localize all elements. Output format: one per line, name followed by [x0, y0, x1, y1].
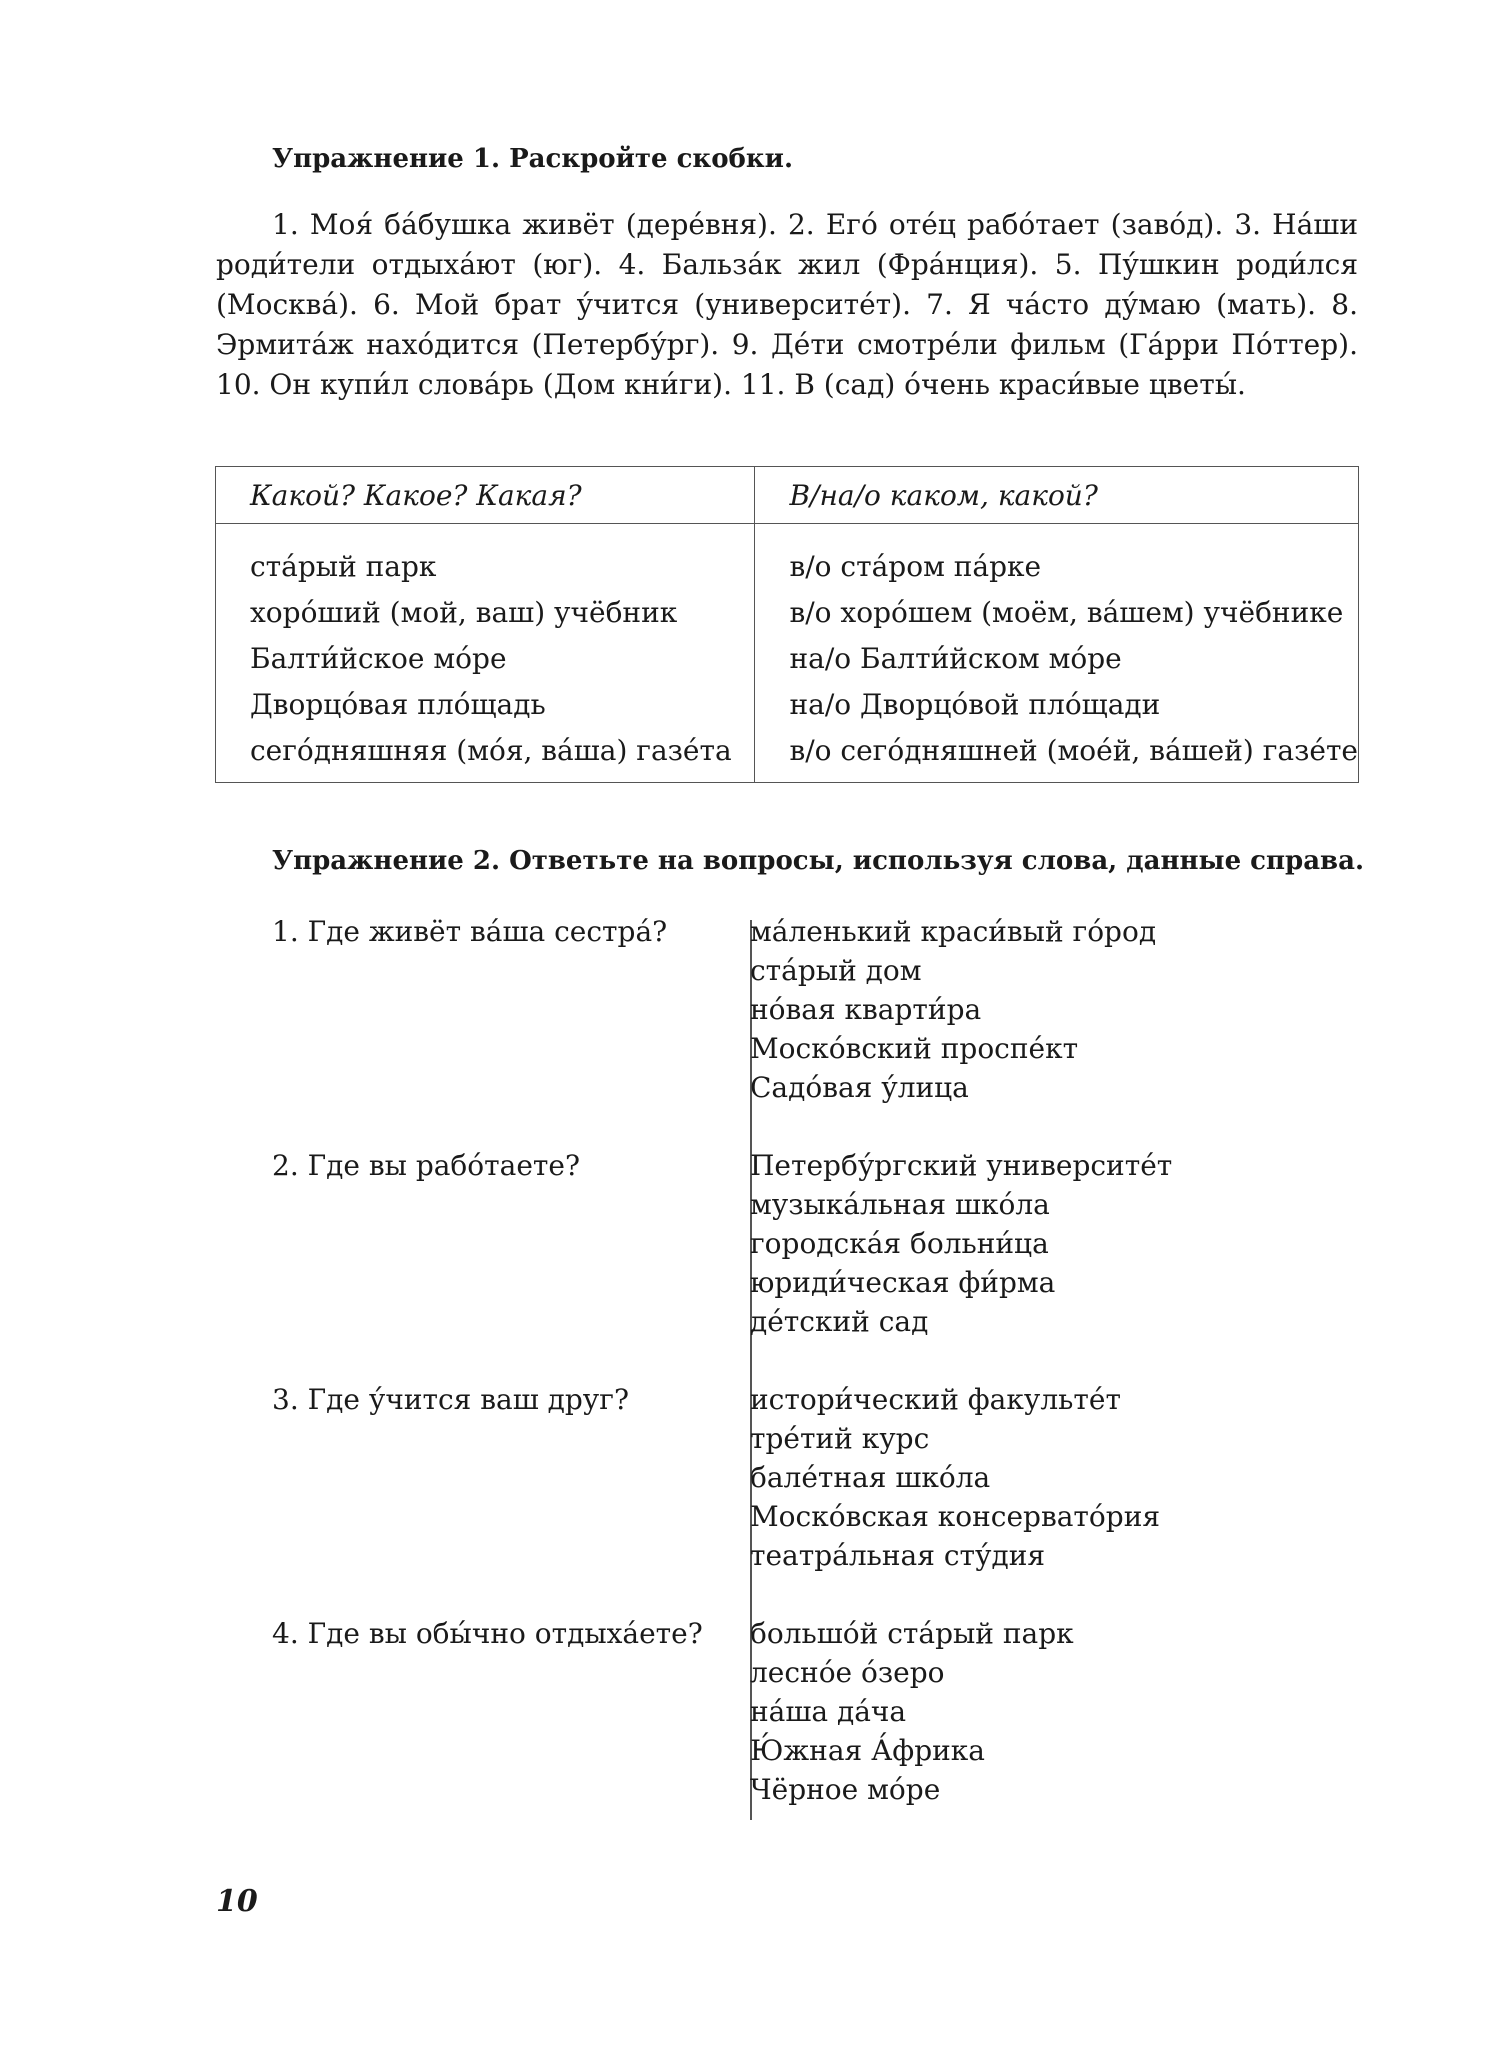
question-block: [272, 1614, 1362, 1848]
answer-item: Моско́вский проспе́кт: [750, 1032, 1079, 1065]
answer-item: на́ша да́ча: [750, 1695, 907, 1728]
answer-item: Садо́вая у́лица: [750, 1071, 969, 1104]
answer-item: Моско́вская консервато́рия: [750, 1500, 1161, 1533]
answer-list: [750, 912, 1156, 1146]
answer-item: бале́тная шко́ла: [750, 1461, 991, 1494]
table-right-item: в/о хоро́шем (моём, ва́шем) учёбнике: [789, 596, 1344, 629]
page-number: 10: [216, 1884, 258, 1919]
answer-item: юриди́ческая фи́рма: [750, 1266, 1056, 1299]
table-body-row: [216, 524, 1359, 783]
answer-item: тре́тий курс: [750, 1422, 930, 1455]
answer-item: ма́ленький краси́вый го́род: [750, 915, 1157, 948]
answer-item: большо́й ста́рый парк: [750, 1617, 1074, 1650]
header-left: Какой? Какое? Какая?: [216, 467, 755, 524]
answer-item: театра́льная сту́дия: [750, 1539, 1046, 1572]
grammar-table: [215, 466, 1359, 783]
table-right-item: на/о Балти́йском мо́ре: [789, 642, 1122, 675]
question-text: 2. Где вы рабо́таете?: [272, 1149, 580, 1182]
exercise2-title: Упражнение 2. Ответьте на вопросы, используя слова, данные справа.: [272, 846, 1365, 876]
question-text: 4. Где вы обы́чно отдыха́ете?: [272, 1617, 703, 1650]
question-block: [272, 1146, 1362, 1380]
table-left-column: [216, 524, 755, 783]
answer-item: городска́я больни́ца: [750, 1227, 1049, 1260]
answer-item: но́вая кварти́ра: [750, 993, 982, 1026]
question-text: 3. Где у́чится ваш друг?: [272, 1383, 629, 1416]
exercise1-text: 1. Моя́ ба́бушка живёт (дере́вня). 2. Его́ оте́ц рабо́тает (заво́д). 3. На́ши роди́тели отдыха́ют (юг). 4. Бальза́к жил (Фра́нция). 5. Пу́шкин роди́лся (Москва́). 6. Мой брат у́чится (университе́т). 7. Я ча́сто ду́маю (мать). 8. Эрмита́ж нахо́дится (Петербу́рг). 9. Де́ти смотре́ли фильм (Га́рри По́ттер). 10. Он купи́л слова́рь (Дом кни́ги). 11. В (сад) о́чень краси́вые цветы́.: [216, 208, 1358, 401]
answer-item: де́тский сад: [750, 1305, 929, 1338]
table-left-item: Дворцо́вая пло́щадь: [250, 688, 546, 721]
table-right-column: [755, 524, 1359, 783]
answer-item: лесно́е о́зеро: [750, 1656, 945, 1689]
answer-list: [750, 1614, 1074, 1848]
answer-list: [750, 1146, 1172, 1380]
answer-item: ста́рый дом: [750, 954, 922, 987]
table-right-item: в/о ста́ром па́рке: [789, 550, 1042, 583]
answer-item: Ю́жная А́фрика: [750, 1734, 985, 1767]
question-block: [272, 1380, 1362, 1614]
table-left-item: хоро́ший (мой, ваш) учёбник: [250, 596, 678, 629]
exercise1-title: Упражнение 1. Раскройте скобки.: [272, 144, 794, 174]
table-left-item: Балти́йское мо́ре: [250, 642, 507, 675]
answer-item: истори́ческий факульте́т: [750, 1383, 1121, 1416]
table-left-item: ста́рый парк: [250, 550, 437, 583]
table-left-item: сего́дняшняя (мо́я, ва́ша) газе́та: [250, 734, 732, 767]
answer-item: музыка́льная шко́ла: [750, 1188, 1050, 1221]
exercise2-body: [272, 912, 1362, 1848]
question-block: [272, 912, 1362, 1146]
answer-item: Петербу́ргский университе́т: [750, 1149, 1173, 1182]
table-right-item: на/о Дворцо́вой пло́щади: [789, 688, 1161, 721]
table-right-item: в/о сего́дняшней (мое́й, ва́шей) газе́те: [789, 734, 1358, 767]
answer-list: [750, 1380, 1160, 1614]
header-right: В/на/о каком, какой?: [755, 467, 1359, 524]
answer-item: Чёрное мо́ре: [750, 1773, 941, 1806]
table-header-row: [216, 467, 1359, 524]
question-text: 1. Где живёт ва́ша сестра́?: [272, 915, 668, 948]
